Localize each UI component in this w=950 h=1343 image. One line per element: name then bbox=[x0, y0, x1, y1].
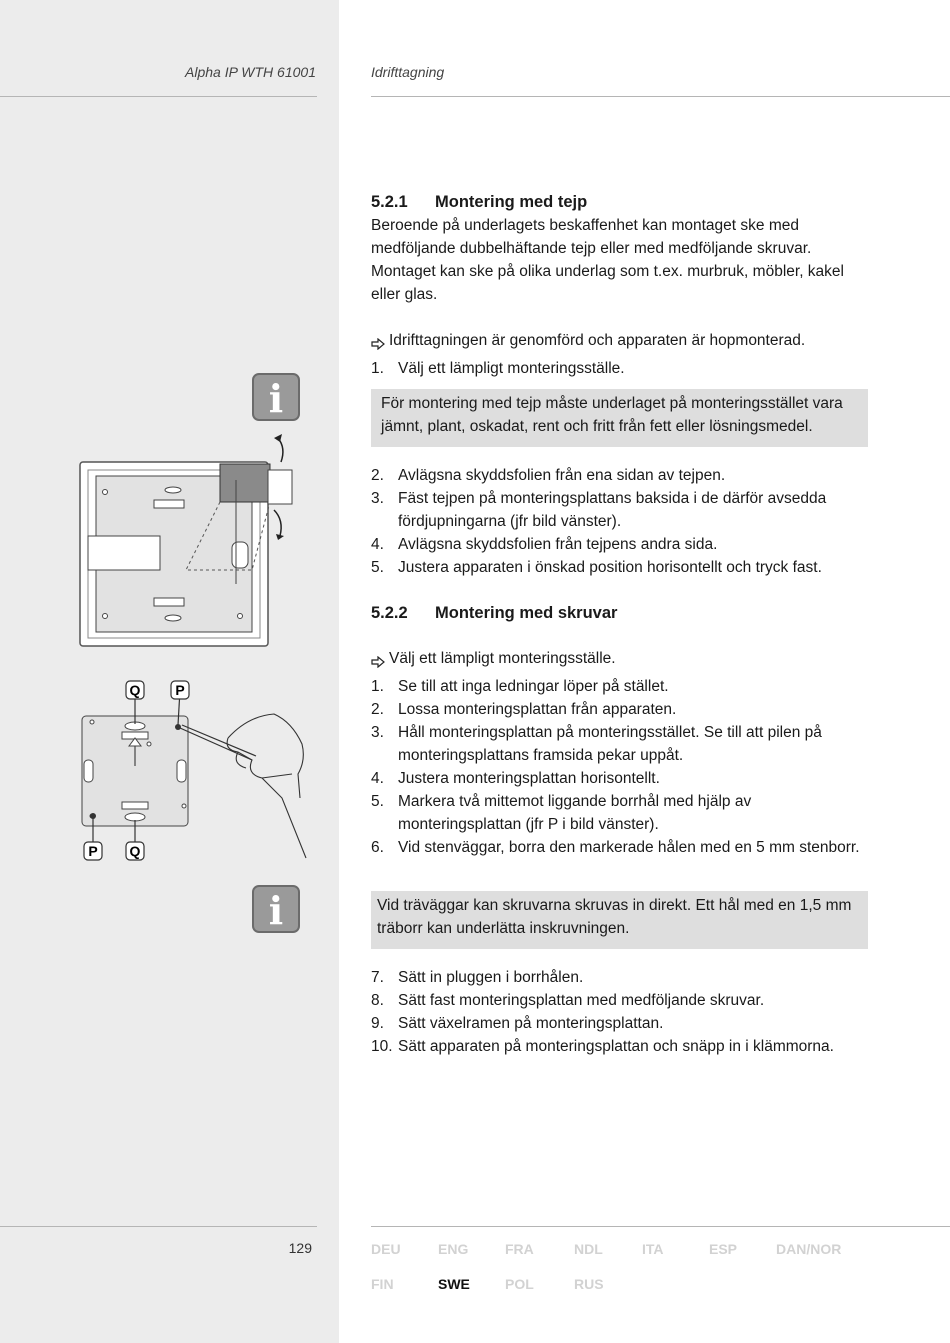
language-link[interactable]: ITA bbox=[642, 1241, 664, 1257]
header-rule-left bbox=[0, 96, 317, 97]
section-521-heading: 5.2.1 Montering med tejp bbox=[371, 193, 588, 211]
steps-list-521a bbox=[371, 357, 868, 380]
language-link[interactable]: ESP bbox=[709, 1241, 738, 1257]
list-item: 4. Justera monteringsplattan horisontellt. bbox=[371, 770, 660, 787]
list-item: 3. Håll monteringsplattan på monteringsstället. Se till att pilen på monteringsplattans framsida pekar uppåt. bbox=[371, 724, 822, 764]
note-box-tape: För montering med tejp måste underlaget på monteringsstället vara jämnt, plant, oskadat, rent och fritt från fett eller lösningsmedel. bbox=[371, 389, 868, 447]
header-product: Alpha IP WTH 61001 bbox=[185, 64, 316, 80]
list-item: 7. Sätt in pluggen i borrhålen. bbox=[371, 969, 584, 986]
prerequisite-line: Idrifttagningen är genomförd och apparaten är hopmonterad. bbox=[371, 329, 868, 357]
language-link[interactable]: NDL bbox=[574, 1241, 603, 1257]
list-item: 9. Sätt växelramen på monteringsplattan. bbox=[371, 1015, 664, 1032]
label-p-top: P bbox=[175, 682, 185, 698]
list-item: 4. Avlägsna skyddsfolien från tejpens andra sida. bbox=[371, 536, 718, 553]
footer-rule-left bbox=[0, 1226, 317, 1227]
language-link[interactable]: SWE bbox=[438, 1276, 470, 1292]
info-icon: i bbox=[252, 885, 300, 933]
language-link[interactable]: POL bbox=[505, 1276, 534, 1292]
list-item: 5. Markera två mittemot liggande borrhål med hjälp av monteringsplattan (jfr P i bild vänster). bbox=[371, 793, 752, 833]
list-item: 10. Sätt apparaten på monteringsplattan och snäpp in i klämmorna. bbox=[371, 1038, 834, 1055]
language-link[interactable]: FRA bbox=[505, 1241, 534, 1257]
steps-list-522b bbox=[371, 966, 868, 1058]
list-item: 8. Sätt fast monteringsplattan med medföljande skruvar. bbox=[371, 992, 765, 1009]
header-rule-right bbox=[371, 96, 950, 97]
screw-mounting-illustration bbox=[78, 678, 310, 864]
label-q-bottom: Q bbox=[129, 843, 141, 859]
list-item: 2. Lossa monteringsplattan från apparaten. bbox=[371, 701, 677, 718]
info-icon: i bbox=[252, 373, 300, 421]
steps-list-521b bbox=[371, 464, 868, 579]
left-margin-column bbox=[0, 0, 339, 1343]
language-link[interactable]: RUS bbox=[574, 1276, 604, 1292]
list-item: 2. Avlägsna skyddsfolien från ena sidan av tejpen. bbox=[371, 467, 726, 484]
header-chapter: Idrifttagning bbox=[371, 64, 445, 80]
arrow-right-icon bbox=[371, 329, 389, 357]
list-item: 3. Fäst tejpen på monteringsplattans baksida i de därför avsedda fördjupningarna (jfr bild vänster). bbox=[371, 490, 827, 530]
page-number: 129 bbox=[288, 1240, 312, 1256]
list-item: 6. Vid stenväggar, borra den markerade hålen med en 5 mm stenborr. bbox=[371, 839, 860, 856]
list-item: 5. Justera apparaten i önskad position horisontellt och tryck fast. bbox=[371, 559, 822, 576]
prerequisite-line: Välj ett lämpligt monteringsställe. bbox=[371, 647, 868, 675]
steps-list-522a bbox=[371, 675, 868, 859]
section-521-intro: Beroende på underlagets beskaffenhet kan montaget ske med medföljande dubbelhäftande tejp eller med medföljande skruvar. Montaget kan ske på olika underlag som t.ex. murbruk, möbler, kakel eller glas. bbox=[371, 217, 844, 303]
label-q-top: Q bbox=[129, 682, 141, 698]
footer-rule-right bbox=[371, 1226, 950, 1227]
arrow-right-icon bbox=[371, 647, 389, 675]
list-item: 1. Se till att inga ledningar löper på stället. bbox=[371, 678, 669, 695]
language-link[interactable]: DAN/NOR bbox=[776, 1241, 842, 1257]
note-box-wood: Vid träväggar kan skruvarna skruvas in direkt. Ett hål med en 1,5 mm träborr kan underlätta inskruvningen. bbox=[371, 891, 868, 949]
language-link[interactable]: ENG bbox=[438, 1241, 469, 1257]
section-522-heading: 5.2.2 Montering med skruvar bbox=[371, 604, 618, 622]
list-item: 1. Välj ett lämpligt monteringsställe. bbox=[371, 360, 625, 377]
language-link[interactable]: FIN bbox=[371, 1276, 394, 1292]
language-link[interactable]: DEU bbox=[371, 1241, 401, 1257]
tape-mounting-illustration bbox=[78, 432, 298, 650]
label-p-bottom: P bbox=[88, 843, 98, 859]
main-content bbox=[371, 190, 868, 1058]
